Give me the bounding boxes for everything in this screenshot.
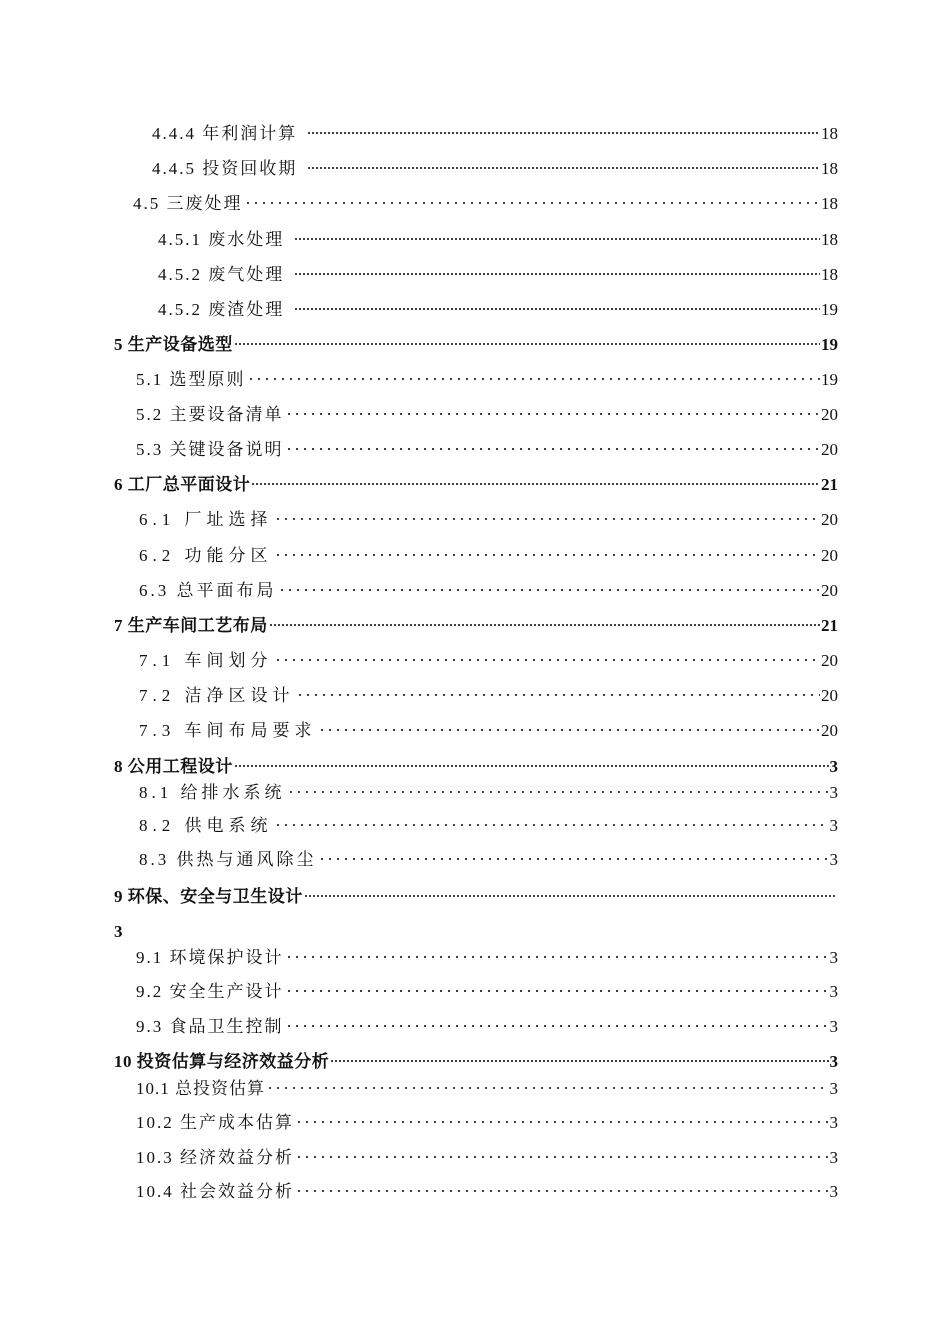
toc-entry[interactable] <box>158 297 838 323</box>
toc-page-number: 3 <box>829 982 838 1001</box>
toc-entry-label: 10.4 社会效益分析 <box>136 1182 294 1201</box>
dot-leader <box>318 857 829 861</box>
toc-entry[interactable] <box>136 1110 838 1136</box>
toc-entry[interactable] <box>136 1145 838 1171</box>
dot-leader <box>274 823 829 827</box>
toc-entry[interactable] <box>136 979 838 1005</box>
toc-entry-label: 7.3 车间布局要求 <box>139 721 317 740</box>
toc-entry-label: 10.2 生产成本估算 <box>136 1113 294 1132</box>
toc-page-number: 21 <box>821 616 838 635</box>
toc-entry[interactable] <box>136 1179 838 1205</box>
toc-entry-label: 6.2 功能分区 <box>139 546 273 565</box>
dot-leader <box>285 447 821 451</box>
toc-entry[interactable] <box>136 1014 838 1040</box>
toc-page-number: 3 <box>829 757 838 776</box>
toc-entry-label: 4.4.5 投资回收期 <box>152 159 298 178</box>
dot-leader <box>294 272 820 276</box>
dot-leader <box>294 307 820 311</box>
toc-chapter[interactable] <box>114 613 838 639</box>
toc-entry-label: 4.5 三废处理 <box>133 194 243 213</box>
toc-page-number: 19 <box>821 335 838 354</box>
toc-entry-label: 9.1 环境保护设计 <box>136 948 284 967</box>
toc-entry-label: 10.1 总投资估算 <box>136 1079 265 1098</box>
toc-page-number: 20 <box>821 651 838 670</box>
toc-entry[interactable] <box>139 543 838 569</box>
toc-page-number: 3 <box>829 1052 838 1071</box>
dot-leader <box>274 517 821 521</box>
toc-page-number: 19 <box>821 370 838 389</box>
toc-entry[interactable] <box>139 507 838 533</box>
toc-page-number: 3 <box>829 1148 838 1167</box>
toc-entry-label: 9.3 食品卫生控制 <box>136 1017 284 1036</box>
dot-leader <box>295 1155 829 1159</box>
toc-page-number: 3 <box>829 948 838 967</box>
toc-page-number: 20 <box>821 686 838 705</box>
dot-leader <box>318 728 821 732</box>
toc-entry[interactable] <box>139 847 838 873</box>
toc-entry[interactable] <box>139 683 838 709</box>
toc-entry-label: 10 投资估算与经济效益分析 <box>114 1052 330 1071</box>
toc-page-number: 3 <box>829 783 838 802</box>
dot-leader <box>274 553 821 557</box>
toc-entry[interactable] <box>136 1076 838 1102</box>
toc-entry-label: 5.1 选型原则 <box>136 370 246 389</box>
toc-page-number: 18 <box>821 265 838 284</box>
toc-page-number: 20 <box>821 405 838 424</box>
dot-leader <box>307 166 820 170</box>
dot-leader <box>285 989 829 993</box>
toc-entry-label: 9 环保、安全与卫生设计 <box>114 887 303 906</box>
toc-chapter[interactable] <box>114 332 838 358</box>
dot-leader <box>330 1059 828 1063</box>
toc-entry-label: 8 公用工程设计 <box>114 757 233 776</box>
dot-leader <box>266 1086 829 1090</box>
toc-page-number: 18 <box>821 159 838 178</box>
toc-chapter[interactable] <box>114 472 838 498</box>
toc-entry[interactable] <box>158 227 838 253</box>
toc-entry-label: 7.2 洁净区设计 <box>139 686 295 705</box>
dot-leader <box>296 693 821 697</box>
toc-chapter[interactable] <box>114 884 836 910</box>
toc-entry-label: 4.5.2 废渣处理 <box>158 300 285 319</box>
toc-page-number: 20 <box>821 546 838 565</box>
toc-entry-label: 6.3 总平面布局 <box>139 581 277 600</box>
toc-entry-label: 6.1 厂址选择 <box>139 510 273 529</box>
dot-leader <box>285 955 829 959</box>
toc-page-number: 3 <box>829 850 838 869</box>
toc-page-number: 20 <box>821 510 838 529</box>
toc-entry[interactable] <box>139 578 838 604</box>
toc-page-number: 20 <box>821 581 838 600</box>
toc-page-number: 3 <box>114 922 123 941</box>
toc-entry-label: 5.2 主要设备清单 <box>136 405 284 424</box>
toc-page-number: 19 <box>821 300 838 319</box>
dot-leader <box>304 894 835 898</box>
toc-entry[interactable] <box>136 945 838 971</box>
toc-chapter[interactable] <box>114 754 838 780</box>
toc-page-number: 3 <box>829 1017 838 1036</box>
toc-entry-label: 5.3 关键设备说明 <box>136 440 284 459</box>
toc-entry-label: 9.2 安全生产设计 <box>136 982 284 1001</box>
toc-page-number: 3 <box>829 816 838 835</box>
dot-leader <box>287 790 829 794</box>
toc-page-number: 3 <box>829 1182 838 1201</box>
toc-entry-label: 4.5.1 废水处理 <box>158 230 285 249</box>
dot-leader <box>251 482 820 486</box>
toc-entry[interactable] <box>136 402 838 428</box>
dot-leader <box>295 1120 829 1124</box>
toc-page-number: 3 <box>829 1113 838 1132</box>
toc-entry-label: 7 生产车间工艺布局 <box>114 616 268 635</box>
dot-leader <box>274 658 821 662</box>
toc-entry[interactable] <box>139 780 838 806</box>
toc-entry[interactable] <box>139 718 838 744</box>
toc-entry[interactable] <box>139 648 838 674</box>
toc-entry-label: 6 工厂总平面设计 <box>114 475 251 494</box>
toc-chapter[interactable] <box>114 1049 838 1075</box>
toc-page-number: 3 <box>829 1079 838 1098</box>
dot-leader <box>285 412 821 416</box>
toc-entry-label: 7.1 车间划分 <box>139 651 273 670</box>
dot-leader <box>234 764 829 768</box>
toc-entry-label: 8.2 供电系统 <box>139 816 273 835</box>
toc-page-number: 18 <box>821 230 838 249</box>
toc-page-number: 18 <box>821 194 838 213</box>
toc-page-number: 20 <box>821 440 838 459</box>
toc-entry-label: 4.5.2 废气处理 <box>158 265 285 284</box>
dot-leader <box>247 377 821 381</box>
toc-entry-label: 8.3 供热与通风除尘 <box>139 850 317 869</box>
dot-leader <box>294 237 820 241</box>
toc-entry-label: 5 生产设备选型 <box>114 335 233 354</box>
dot-leader <box>278 588 821 592</box>
toc-entry[interactable] <box>152 156 838 182</box>
dot-leader <box>234 342 820 346</box>
dot-leader <box>285 1024 829 1028</box>
dot-leader <box>295 1189 829 1193</box>
toc-entry-label: 8.1 给排水系统 <box>139 783 286 802</box>
dot-leader <box>307 131 820 135</box>
toc-entry-label: 10.3 经济效益分析 <box>136 1148 294 1167</box>
toc-entry-label: 4.4.4 年利润计算 <box>152 124 298 143</box>
toc-page-number: 18 <box>821 124 838 143</box>
dot-leader <box>244 201 821 205</box>
toc-entry[interactable] <box>152 121 838 147</box>
toc-entry[interactable] <box>139 813 838 839</box>
toc-page-number: 21 <box>821 475 838 494</box>
toc-entry[interactable] <box>136 367 838 393</box>
toc-entry[interactable] <box>158 262 838 288</box>
toc-page-number: 20 <box>821 721 838 740</box>
toc-entry[interactable] <box>136 437 838 463</box>
dot-leader <box>269 623 820 627</box>
toc-entry[interactable] <box>133 191 838 217</box>
